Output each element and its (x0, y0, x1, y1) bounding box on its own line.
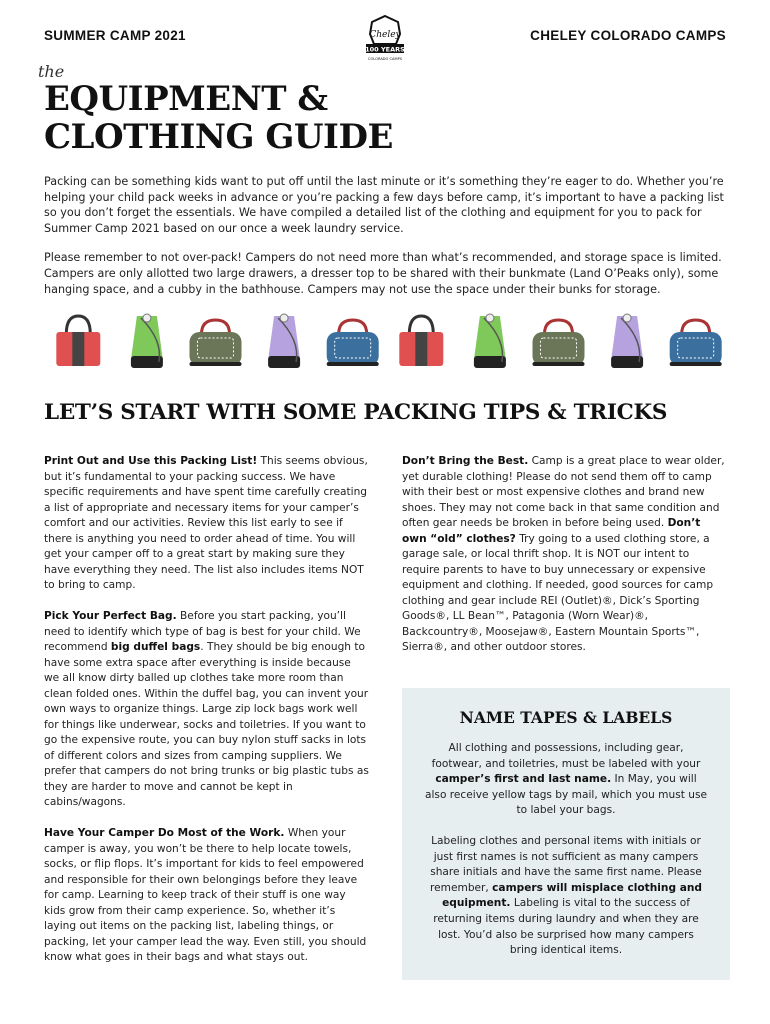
header-left: SUMMER CAMP 2021 (44, 28, 186, 43)
logo-years-text: 100 YEARS (365, 45, 405, 54)
logo-script-text: Cheley (369, 30, 401, 40)
tip-best-lead: Don’t Bring the Best. (402, 455, 529, 467)
tip-dont-bring-best (402, 454, 728, 656)
stuff-sack-bag-icon (268, 314, 300, 368)
intro-paragraph-1: Packing can be something kids want to put off until the last minute or it’s something they’re eager to do. Whether you’re helping your child pack weeks in advance or you’re packing a few days before camp, it’s important to have a packing list so you don’t forget the essentials. We have compiled a detailed list of the clothing and equipment for you to pack for Summer Camp 2021 based on our once a week laundry service. (44, 175, 724, 235)
name-tapes-p2-bold: campers will misplace clothing and equipment. (442, 881, 702, 910)
tip-camper-work (44, 826, 369, 966)
tip-best-body-1: Camp is a great place to wear older, yet durable clothing! Please do not send them off to camp with their best or most expensive clothes and brand new shoes. They may not come back in that same condition and often gear needs be broken in before being used. (402, 455, 725, 529)
tip-best-body-2: Try going to a used clothing store, a garage sale, or local thrift shop. It is NOT our intent to require parents to have to buy unnecessary or expensive equipment and clothing. If needed, good sources for camp clothing and gear include REI (Outlet)®, Dick’s Sporting Goods®, LL Bean™, Patagonia (Worn Wear)®, Backcountry®, Moosejaw®, Eastern Mountain Sports™, Sierra®, and other outdoor stores. (402, 532, 714, 653)
cheley-100-years-badge-icon (362, 14, 408, 66)
name-tapes-p2-a: Labeling clothes and personal items with initials or just first names is not sufficient as many campers share initials and have the same first name. Please remember, (430, 834, 702, 894)
tips-heading: LET’S START WITH SOME PACKING TIPS & TRICKS (44, 400, 668, 425)
duffel-bag-icon (190, 320, 242, 366)
intro-paragraph-2: Please remember to not over-pack! Campers do not need more than what’s recommended, and storage space is limited. Campers are only allotted two large drawers, a dresser top to be shared with their bunkmate (Land O’Peaks only), some hanging space, and a cubby in the bathhouse. Campers may not use the space under their bunks for storage. (44, 251, 722, 296)
tote-bag-icon (56, 316, 100, 366)
name-tapes-p2-b: Labeling is vital to the success of returning items during laundry and when they are lost. You’d also be surprised how many campers bring identical items. (433, 897, 699, 957)
name-tapes-paragraph-1 (424, 741, 708, 819)
tips-left-column (44, 454, 369, 981)
tip-pick-bag (44, 609, 369, 811)
tip-work-body: When your camper is away, you won’t be there to help locate towels, socks, or flip flops. It’s important for kids to feel empowered and responsible for their own belongings before they leave for camp. Learning to keep track of their stuff is one way kids grow from their camp experience. So, whether it’s laying out items on the packing list, labeling things, or packing, let your camper lead the way. Even still, you should know what goes in their bags and what stays out. (44, 827, 367, 963)
tips-right-column (402, 454, 728, 671)
duffel-bag-icon (327, 320, 379, 366)
tip-bag-body-1: Before you start packing, you’ll need to identify which type of bag is best for your child. We recommend (44, 610, 361, 653)
tip-bag-body-2: . They should be big enough to have some extra space after everything is inside because we all know dirty balled up clothes take more room than clean folded ones. Within the duffel bag, you can invent your own ways to organize things. Large zip lock bags work well for things like underwear, socks and toiletries. If you want to go the expensive route, you can buy nylon stuff sacks in lots of different colors and sizes from camping suppliers. We prefer that campers do not bring trunks or big plastic tubs as they are harder to move and cannot be kept in cabins/wagons. (44, 641, 369, 808)
name-tapes-p1-b: In May, you will also receive yellow tags by mail, which you must use to label your bags. (424, 773, 707, 817)
tip-print-body: This seems obvious, but it’s fundamental to your packing success. We have specific requirements and have spent time carefully creating a list of appropriate and necessary items for your camper’s comfort and our activities. Review this list early to see if there is anything you need to order ahead of time. You will get your camper off to a great start by making sure they have everything they need. The list also includes items NOT to bring to camp. (44, 455, 368, 591)
tip-bag-bold: big duffel bags (110, 641, 201, 653)
tip-print-lead: Print Out and Use this Packing List! (44, 455, 258, 467)
intro-section (44, 174, 730, 311)
logo-camps-text: COLORADO CAMPS (367, 57, 403, 61)
tip-print-list (44, 454, 369, 594)
stuff-sack-bag-icon (131, 314, 163, 368)
tip-bag-lead: Pick Your Perfect Bag. (44, 610, 177, 622)
tote-bag-icon (399, 316, 443, 366)
duffel-bag-icon (670, 320, 722, 366)
header-right: CHELEY COLORADO CAMPS (530, 28, 726, 43)
title-line-2: CLOTHING GUIDE (44, 117, 393, 157)
bag-illustrations (44, 310, 730, 372)
duffel-bag-icon (533, 320, 585, 366)
page-title (44, 80, 393, 156)
name-tapes-p1-bold: camper’s first and last name. (435, 773, 612, 786)
stuff-sack-bag-icon (474, 314, 506, 368)
name-tapes-p1-a: All clothing and possessions, including gear, footwear, and toiletries, must be labeled with your (431, 742, 701, 770)
title-prefix: the (38, 62, 65, 81)
tip-work-lead: Have Your Camper Do Most of the Work. (44, 827, 285, 839)
title-line-1: EQUIPMENT & (44, 79, 328, 119)
name-tapes-heading: NAME TAPES & LABELS (459, 708, 673, 727)
stuff-sack-bag-icon (611, 314, 643, 368)
name-tapes-paragraph-2 (424, 834, 708, 959)
tip-best-bold: Don’t own “old” clothes? (402, 517, 701, 545)
name-tapes-box (402, 688, 730, 980)
